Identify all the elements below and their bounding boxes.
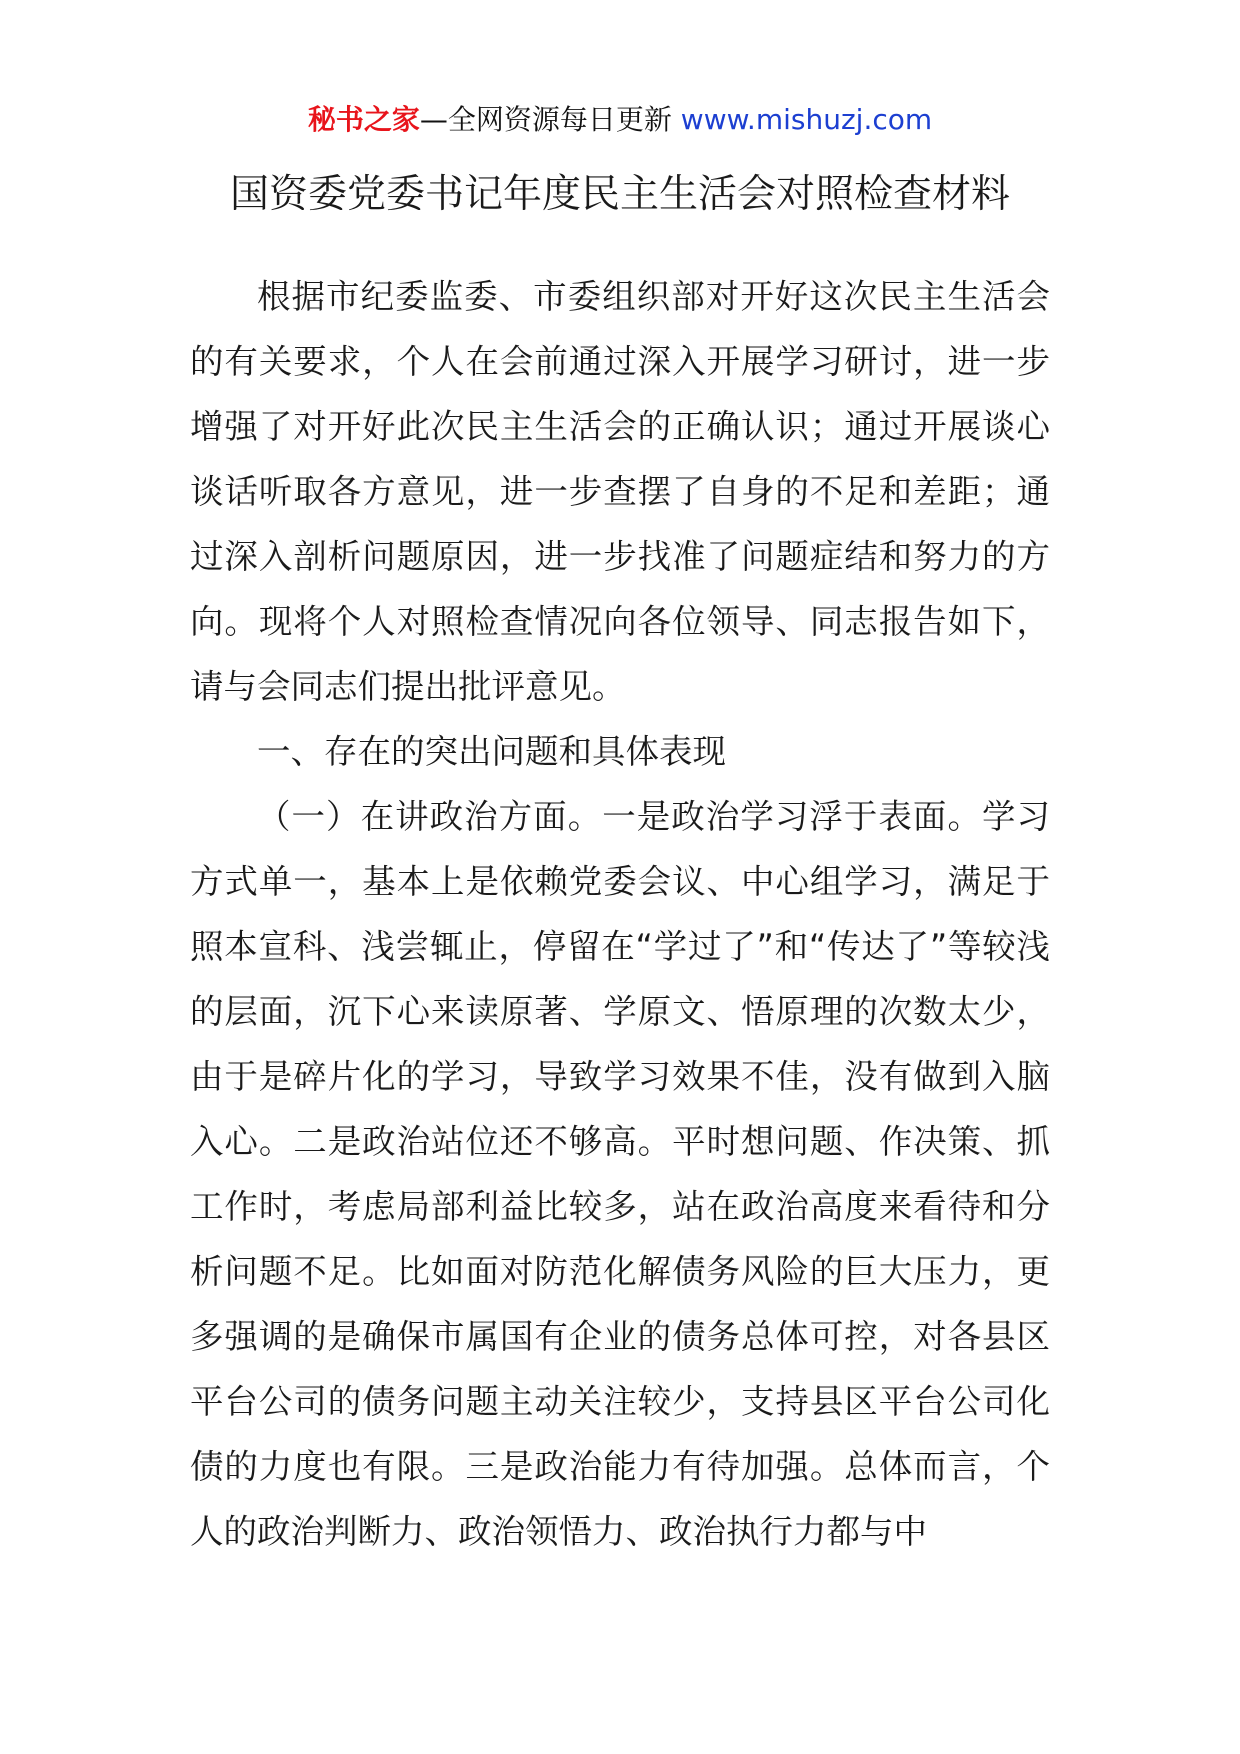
- document-title: 国资委党委书记年度民主生活会对照检查材料: [229, 172, 1010, 217]
- site-brand: 秘书之家: [307, 103, 420, 136]
- site-tagline: —全网资源每日更新: [419, 103, 672, 136]
- site-banner: [0, 100, 1240, 140]
- intro-paragraph: 根据市纪委监委、市委组织部对开好这次民主生活会的有关要求，个人在会前通过深入开展学习研讨，进一步增强了对开好此次民主生活会的正确认识；通过开展谈心谈话听取各方意见，进一步查摆了自身的不足和差距；通过深入剖析问题原因，进一步找准了问题症结和努力的方向。现将个人对照检查情况向各位领导、同志报告如下，请与会同志们提出批评意见。: [190, 277, 1050, 706]
- document-body: [190, 264, 1050, 1564]
- body-paragraph: （一）在讲政治方面。一是政治学习浮于表面。学习方式单一，基本上是依赖党委会议、中心组学习，满足于照本宣科、浅尝辄止，停留在“学过了”和“传达了”等较浅的层面，沉下心来读原著、学原文、悟原理的次数太少，由于是碎片化的学习，导致学习效果不佳，没有做到入脑入心。二是政治站位还不够高。平时想问题、作决策、抓工作时，考虑局部利益比较多，站在政治高度来看待和分析问题不足。比如面对防范化解债务风险的巨大压力，更多强调的是确保市属国有企业的债务总体可控，对各县区平台公司的债务问题主动关注较少，支持县区平台公司化债的力度也有限。三是政治能力有待加强。总体而言，个人的政治判断力、政治领悟力、政治执行力都与中: [190, 797, 1050, 1551]
- section-heading: 一、存在的突出问题和具体表现: [257, 732, 726, 771]
- site-url-link[interactable]: www.mishuzj.com: [680, 103, 933, 136]
